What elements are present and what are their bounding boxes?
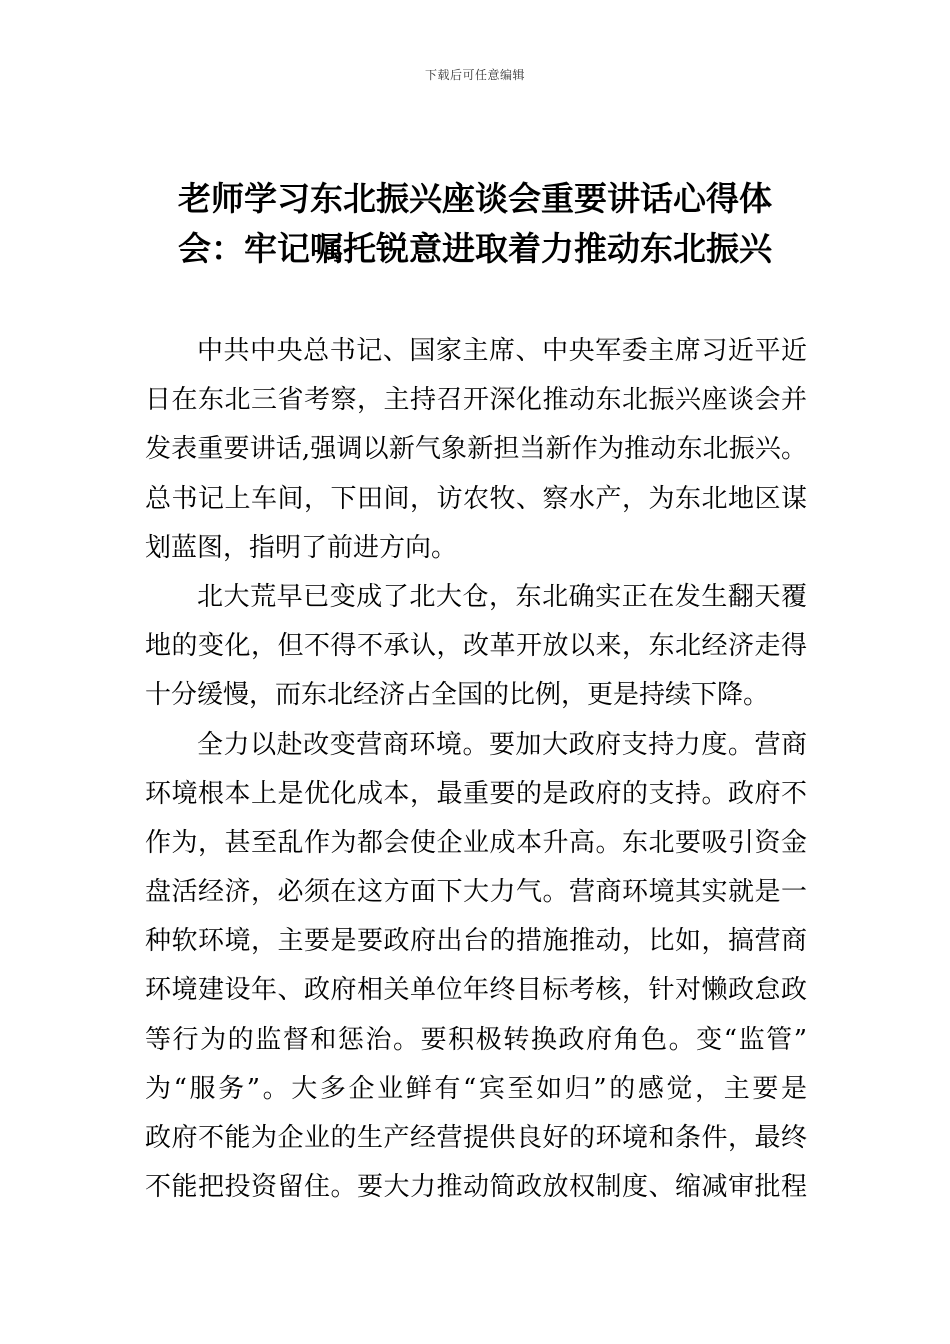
text-line: 政府不能为企业的生产经营提供良好的环境和条件，最终	[145, 1123, 807, 1153]
title-line: 老师学习东北振兴座谈会重要讲话心得体	[178, 179, 772, 218]
text-line: 作为，甚至乱作为都会使企业成本升高。东北要吸引资金	[145, 827, 807, 858]
page-header-note: 下载后可任意编辑	[424, 68, 525, 82]
text-line: 盘活经济，必须在这方面下大力气。营商环境其实就是一	[145, 877, 807, 908]
title-line: 会：牢记嘱托锐意进取着力推动东北振兴	[178, 229, 772, 268]
paragraph	[145, 327, 807, 573]
text-line: 北大荒早已变成了北大仓，东北确实正在发生翻天覆	[197, 581, 807, 612]
paragraph	[145, 573, 807, 721]
text-line: 种软环境，主要是要政府出台的措施推动，比如，搞营商	[145, 926, 807, 957]
text-line: 等行为的监督和惩治。要积极转换政府角色。变“监管”	[145, 1024, 807, 1055]
text-line: 总书记上车间，下田间，访农牧、察水产，为东北地区谋	[145, 483, 807, 514]
text-line: 为“服务”。大多企业鲜有“宾至如归”的感觉，主要是	[145, 1073, 807, 1104]
document-title	[140, 174, 810, 274]
document-body	[145, 327, 807, 1212]
text-line: 中共中央总书记、国家主席、中央军委主席习近平近	[197, 336, 807, 366]
text-line: 日在东北三省考察，主持召开深化推动东北振兴座谈会并	[145, 385, 807, 416]
text-line: 不能把投资留住。要大力推动简政放权制度、缩减审批程	[145, 1172, 807, 1203]
text-line: 环境建设年、政府相关单位年终目标考核，针对懒政怠政	[145, 975, 807, 1006]
text-line: 发表重要讲话,强调以新气象新担当新作为推动东北振兴。	[145, 434, 807, 465]
paragraph	[145, 721, 807, 1213]
text-line: 十分缓慢，而东北经济占全国的比例，更是持续下降。	[145, 680, 770, 711]
text-line: 环境根本上是优化成本，最重要的是政府的支持。政府不	[145, 778, 807, 809]
text-line: 全力以赴改变营商环境。要加大政府支持力度。营商	[197, 729, 807, 760]
text-line: 地的变化，但不得不承认，改革开放以来，东北经济走得	[145, 631, 807, 662]
text-line: 划蓝图，指明了前进方向。	[145, 532, 458, 563]
